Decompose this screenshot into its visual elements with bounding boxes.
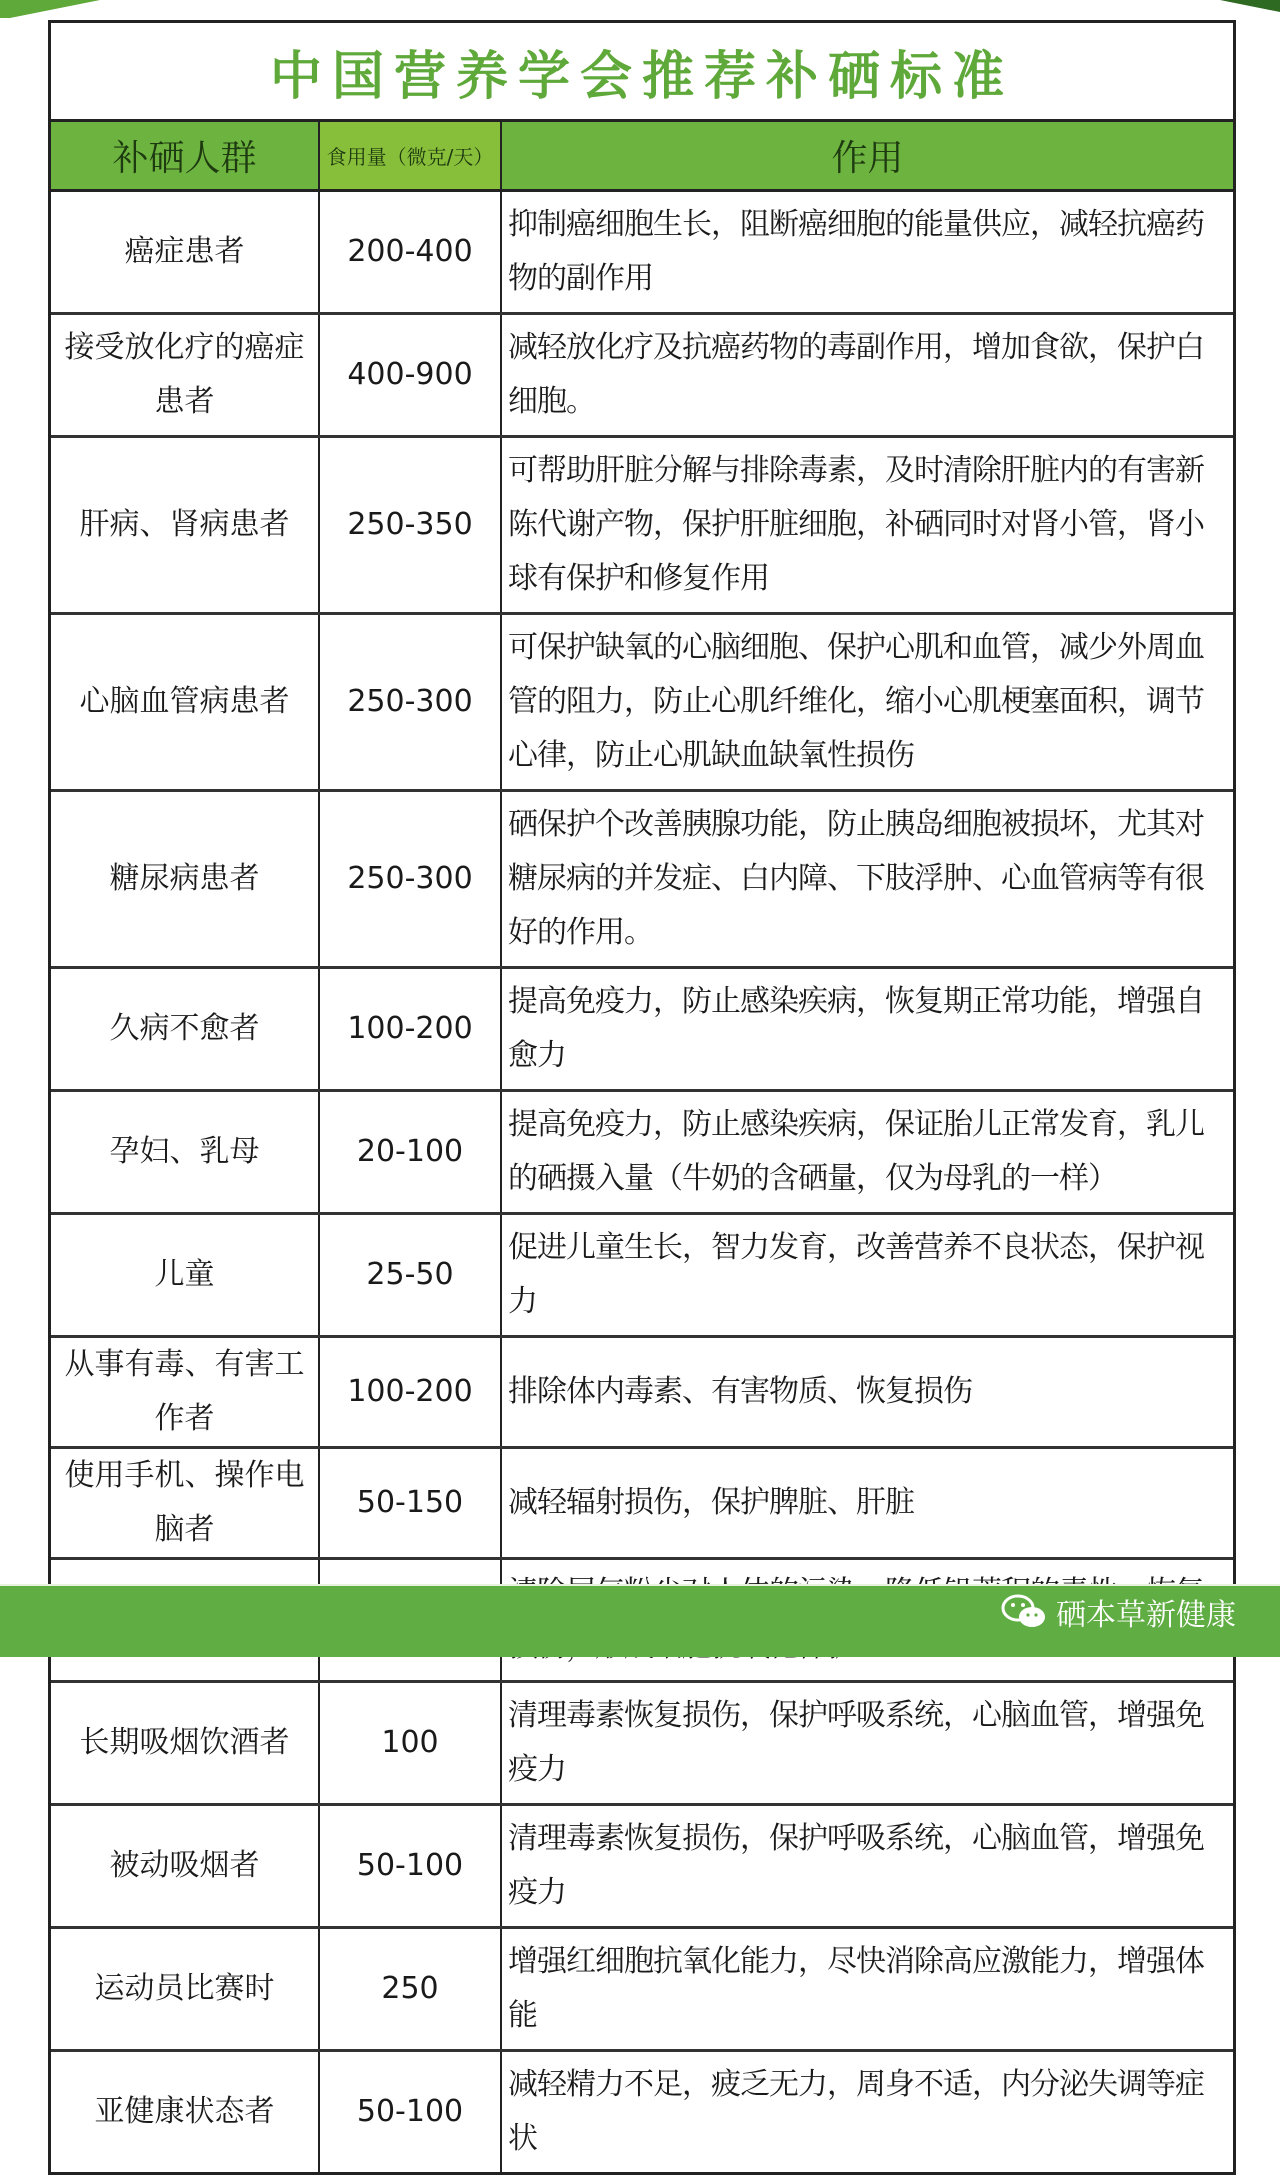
cell-dosage: 250-300 — [319, 613, 501, 790]
cell-effect: 排除体内毒素、有害物质、恢复损伤 — [501, 1336, 1233, 1447]
cell-effect: 减轻辐射损伤，保护脾脏、肝脏 — [501, 1447, 1233, 1558]
cell-population: 心脑血管病患者 — [51, 613, 319, 790]
cell-effect: 清理毒素恢复损伤，保护呼吸系统，心脑血管，增强免疫力 — [501, 1804, 1233, 1927]
table-row — [51, 613, 1233, 790]
cell-dosage: 400-900 — [319, 313, 501, 436]
table-row — [51, 190, 1233, 313]
cell-dosage: 50-100 — [319, 1804, 501, 1927]
wechat-icon — [1000, 1592, 1048, 1632]
cell-population: 接受放化疗的癌症患者 — [51, 313, 319, 436]
table-row — [51, 1213, 1233, 1336]
table-row — [51, 1927, 1233, 2050]
cell-effect: 提高免疫力，防止感染疾病，保证胎儿正常发育，乳儿的硒摄入量（牛奶的含硒量，仅为母乳的一样） — [501, 1090, 1233, 1213]
cell-effect: 减轻精力不足，疲乏无力，周身不适，内分泌失调等症状 — [508, 2066, 1204, 2156]
cell-population: 癌症患者 — [51, 190, 319, 313]
page-title: 中国营养学会推荐补硒标准 — [269, 46, 1014, 107]
title-row — [51, 23, 1233, 122]
watermark-text: 硒本草新健康 — [1056, 1598, 1236, 1633]
cell-population: 亚健康状态者 — [51, 2050, 319, 2172]
watermark — [1000, 1590, 1236, 1634]
cell-dosage: 250-350 — [319, 436, 501, 613]
cell-dosage: 250 — [319, 1927, 501, 2050]
table-row — [51, 2050, 1233, 2172]
table-row — [51, 1804, 1233, 1927]
cell-dosage: 50-100 — [319, 2050, 501, 2172]
cell-dosage: 250-300 — [319, 790, 501, 967]
table-row — [51, 967, 1233, 1090]
cell-effect: 可保护缺氧的心脑细胞、保护心肌和血管，减少外周血管的阻力，防止心肌纤维化，缩小心肌梗塞面积，调节心律，防止心肌缺血缺氧性损伤 — [501, 613, 1233, 790]
decorative-corner-left — [0, 0, 100, 18]
table-row — [51, 436, 1233, 613]
cell-population: 从事有毒、有害工作者 — [51, 1336, 319, 1447]
cell-effect: 增强红细胞抗氧化能力，尽快消除高应激能力，增强体能 — [501, 1927, 1233, 2050]
column-header-effect: 作用 — [501, 122, 1233, 190]
cell-dosage: 200-400 — [319, 190, 501, 313]
decorative-corner-right — [1220, 0, 1280, 12]
cell-population: 糖尿病患者 — [51, 790, 319, 967]
footer-band — [0, 1584, 1280, 1657]
cell-dosage: 20-100 — [319, 1090, 501, 1213]
selenium-standard-table-card — [48, 20, 1236, 2175]
cell-dosage: 25-50 — [319, 1213, 501, 1336]
cell-effect: 可帮助肝脏分解与排除毒素，及时清除肝脏内的有害新陈代谢产物，保护肝脏细胞，补硒同时对肾小管，肾小球有保护和修复作用 — [501, 436, 1233, 613]
cell-population: 被动吸烟者 — [51, 1804, 319, 1927]
table-row — [51, 1681, 1233, 1804]
table-row — [51, 790, 1233, 967]
cell-effect: 减轻放化疗及抗癌药物的毒副作用，增加食欲，保护白细胞。 — [501, 313, 1233, 436]
cell-population: 久病不愈者 — [51, 967, 319, 1090]
cell-population: 肝病、肾病患者 — [51, 436, 319, 613]
cell-effect: 硒保护个改善胰腺功能，防止胰岛细胞被损坏，尤其对糖尿病的并发症、白内障、下肢浮肿、心血管病等有很好的作用。 — [501, 790, 1233, 967]
column-header-dosage: 食用量（微克/天） — [319, 122, 501, 190]
cell-dosage: 50-150 — [319, 1447, 501, 1558]
column-header-population: 补硒人群 — [51, 122, 319, 190]
cell-population: 孕妇、乳母 — [51, 1090, 319, 1213]
table-row — [51, 1336, 1233, 1447]
table-row — [51, 1090, 1233, 1213]
table-row — [51, 1447, 1233, 1558]
table-row — [51, 313, 1233, 436]
cell-effect: 抑制癌细胞生长，阻断癌细胞的能量供应，减轻抗癌药物的副作用 — [501, 190, 1233, 313]
cell-population: 儿童 — [51, 1213, 319, 1336]
cell-dosage: 100 — [319, 1681, 501, 1804]
cell-effect: 促进儿童生长，智力发育，改善营养不良状态，保护视力 — [501, 1213, 1233, 1336]
table-header-row — [51, 122, 1233, 190]
cell-effect: 提高免疫力，防止感染疾病，恢复期正常功能，增强自愈力 — [501, 967, 1233, 1090]
cell-population: 使用手机、操作电脑者 — [51, 1447, 319, 1558]
cell-dosage: 100-200 — [319, 1336, 501, 1447]
cell-dosage: 100-200 — [319, 967, 501, 1090]
table-body — [51, 190, 1233, 2172]
cell-population: 运动员比赛时 — [51, 1927, 319, 2050]
selenium-table — [51, 122, 1233, 2172]
cell-population: 长期吸烟饮酒者 — [51, 1681, 319, 1804]
cell-effect: 清理毒素恢复损伤，保护呼吸系统，心脑血管，增强免疫力 — [501, 1681, 1233, 1804]
